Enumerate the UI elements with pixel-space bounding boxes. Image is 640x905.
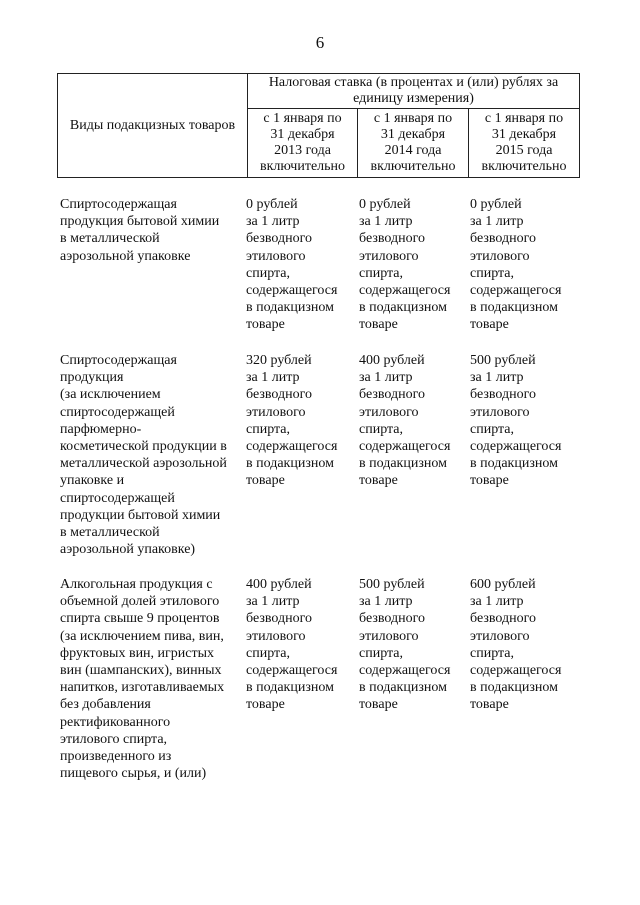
rate-cell-2013: 0 рублей за 1 литр безводного этилового спирта, содержащегося в подакцизном товаре: [246, 197, 338, 333]
rate-cell-2013: 320 рублей за 1 литр безводного этилового спирта, содержащегося в подакцизном товаре: [246, 353, 338, 489]
header-tax-rate: Налоговая ставка (в процентах и (или) рублях за единицу измерения): [248, 74, 579, 109]
table-header: [57, 73, 580, 178]
page-number: 6: [315, 33, 325, 52]
goods-kind-cell: Спиртосодержащая продукция бытовой химии в металлической аэрозольной упаковке: [60, 197, 220, 264]
header-kinds-of-goods: Виды подакцизных товаров: [58, 74, 248, 177]
rate-cell-2014: 0 рублей за 1 литр безводного этилового спирта, содержащегося в подакцизном товаре: [359, 197, 451, 333]
rate-cell-2015: 0 рублей за 1 литр безводного этилового спирта, содержащегося в подакцизном товаре: [470, 197, 562, 333]
rate-cell-2015: 600 рублей за 1 литр безводного этилового спирта, содержащегося в подакцизном товаре: [470, 577, 562, 713]
rate-cell-2015: 500 рублей за 1 литр безводного этилового спирта, содержащегося в подакцизном товаре: [470, 353, 562, 489]
header-period-2015: с 1 января по 31 декабря 2015 года включительно: [481, 111, 567, 174]
header-period-2014: с 1 января по 31 декабря 2014 года включительно: [358, 109, 469, 177]
rate-cell-2014: 400 рублей за 1 литр безводного этилового спирта, содержащегося в подакцизном товаре: [359, 353, 451, 489]
rate-cell-2014: 500 рублей за 1 литр безводного этилового спирта, содержащегося в подакцизном товаре: [359, 577, 451, 713]
rate-cell-2013: 400 рублей за 1 литр безводного этилового спирта, содержащегося в подакцизном товаре: [246, 577, 338, 713]
goods-kind-cell: Алкогольная продукция с объемной долей этилового спирта свыше 9 процентов (за исключением пива, вин, фруктовых вин, игристых вин (шампанских), винных напитков, изготавливаемых без добавления ректификованного этилового спирта, произведенного из пищевого сырья, и (или): [60, 577, 225, 782]
goods-kind-cell: Спиртосодержащая продукция (за исключением спиртосодержащей парфюмерно- косметической продукции в металлической аэрозольной упаковке и спиртосодержащей продукции бытовой химии в металлической аэрозольной упаковке): [60, 353, 227, 558]
header-period-2013: с 1 января по 31 декабря 2013 года включительно: [248, 109, 358, 177]
